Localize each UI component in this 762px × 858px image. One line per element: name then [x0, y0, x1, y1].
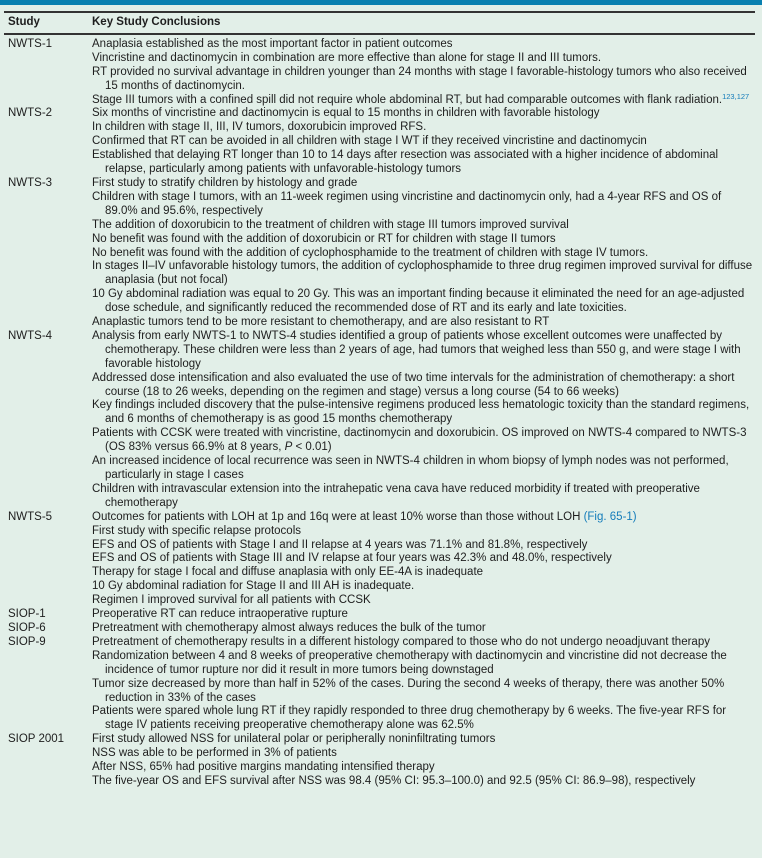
study-cell: NWTS-3 [8, 176, 53, 189]
conclusion-item [92, 483, 755, 511]
study-cell: SIOP 2001 [8, 733, 65, 746]
conclusion-item [92, 52, 755, 66]
conclusion-text: RT provided no survival advantage in children younger than 24 months with stage I favorable-histology tumors who also received 15 months of dactinomycin. [92, 65, 747, 92]
table-row [4, 733, 755, 789]
study-cell: NWTS-4 [8, 329, 53, 342]
conclusion-item [92, 747, 755, 761]
conclusion-item [92, 399, 755, 427]
conclusion-item [92, 775, 755, 789]
table-row [4, 177, 755, 330]
conclusion-item [92, 372, 755, 400]
conclusion-text: Addressed dose intensification and also evaluated the use of two time intervals for the administration of chemotherapy: a short course (18 to 26 weeks, depending on the regimen and stage) versus a long course (54 to 66 weeks) [92, 371, 735, 398]
conclusion-text: Stage III tumors with a confined spill did not require whole abdominal RT, but had comparable outcomes with flank radiation. [92, 93, 723, 106]
column-header-key-study-conclusions: Key Study Conclusions [88, 12, 755, 34]
conclusion-item [92, 636, 755, 650]
study-cell: NWTS-2 [8, 107, 53, 120]
table-row [4, 34, 755, 108]
conclusions-cell [88, 636, 755, 733]
conclusion-text: The five-year OS and EFS survival after NSS was 98.4 (95% CI: 95.3–100.0) and 92.5 (95% CI: 86.9–98), respectively [92, 774, 696, 787]
conclusion-item [92, 427, 755, 455]
conclusion-item [92, 552, 755, 566]
conclusions-cell [88, 177, 755, 330]
conclusion-text: NSS was able to be performed in 3% of patients [92, 747, 337, 760]
conclusion-text: Patients with CCSK were treated with vincristine, dactinomycin and doxorubicin. OS improved on NWTS-4 compared to NWTS-3 (OS 83% versus 66.9% at 8 years, [92, 427, 747, 454]
study-conclusions-table [4, 11, 755, 789]
conclusion-text: Anaplastic tumors tend to be more resistant to chemotherapy, and are also resistant to RT [92, 316, 550, 329]
conclusion-item [92, 594, 755, 608]
conclusion-text: Confirmed that RT can be avoided in all children with stage I WT if they received vincristine and dactinomycin [92, 135, 647, 148]
conclusion-text: Children with intravascular extension into the intrahepatic vena cava have reduced morbidity if treated with preoperative chemotherapy [92, 482, 700, 509]
study-cell: SIOP-1 [8, 608, 46, 621]
conclusion-text: Anaplasia established as the most important factor in patient outcomes [92, 37, 453, 50]
conclusion-text: No benefit was found with the addition of doxorubicin or RT for children with stage II tumors [92, 232, 556, 245]
conclusion-text: EFS and OS of patients with Stage III and IV relapse at four years was 42.3% and 48.0%, respectively [92, 552, 612, 565]
conclusion-item [92, 511, 755, 525]
conclusion-item [92, 135, 755, 149]
citation-reference-link[interactable]: 123,127 [722, 91, 750, 101]
conclusions-cell [88, 511, 755, 608]
conclusion-text: Pretreatment of chemotherapy results in a different histology compared to those who do not undergo neoadjuvant therapy [92, 635, 710, 648]
conclusion-item [92, 260, 755, 288]
conclusion-item [92, 455, 755, 483]
conclusion-text: First study with specific relapse protocols [92, 524, 301, 537]
table-row [4, 622, 755, 636]
conclusion-item [92, 288, 755, 316]
italic-text: P [284, 441, 293, 454]
conclusion-text: Therapy for stage I focal and diffuse anaplasia with only EE-4A is inadequate [92, 566, 484, 579]
conclusion-text: < 0.01) [292, 441, 332, 454]
conclusion-text: EFS and OS of patients with Stage I and II relapse at 4 years was 71.1% and 81.8%, respectively [92, 538, 588, 551]
conclusion-item [92, 233, 755, 247]
conclusion-text: Pretreatment with chemotherapy almost always reduces the bulk of the tumor [92, 621, 486, 634]
conclusions-cell [88, 107, 755, 177]
conclusion-text: After NSS, 65% had positive margins mandating intensified therapy [92, 761, 435, 774]
conclusion-text: Patients were spared whole lung RT if they rapidly responded to three drug chemotherapy by 6 weeks. The five-year RFS for stage IV patients receiving preoperative chemotherapy alone was 62.5% [92, 705, 727, 732]
conclusion-text: Children with stage I tumors, with an 11-week regimen using vincristine and dactinomycin only, had a 4-year RFS and OS of 89.0% and 95.6%, respectively [92, 190, 722, 217]
conclusion-text: Vincristine and dactinomycin in combination are more effective than alone for stage II and III tumors. [92, 51, 602, 64]
table-top-accent-bar [0, 0, 762, 5]
conclusion-item [92, 38, 755, 52]
study-cell: NWTS-1 [8, 37, 53, 50]
conclusion-text: Six months of vincristine and dactinomycin is equal to 15 months in children with favorable histology [92, 107, 600, 120]
conclusion-item [92, 121, 755, 135]
conclusion-text: The addition of doxorubicin to the treatment of children with stage III tumors improved survival [92, 218, 569, 231]
conclusion-item [92, 650, 755, 678]
study-cell: SIOP-9 [8, 635, 46, 648]
conclusions-cell [88, 330, 755, 511]
conclusion-item [92, 219, 755, 233]
conclusion-item [92, 525, 755, 539]
conclusion-item [92, 247, 755, 261]
conclusion-text: First study to stratify children by histology and grade [92, 176, 358, 189]
conclusion-item [92, 539, 755, 553]
study-cell: NWTS-5 [8, 510, 53, 523]
conclusion-item [92, 678, 755, 706]
study-cell: SIOP-6 [8, 621, 46, 634]
conclusion-item [92, 177, 755, 191]
conclusions-cell [88, 622, 755, 636]
conclusion-text: Analysis from early NWTS-1 to NWTS-4 studies identified a group of patients whose excellent outcomes were unaffected by chemotherapy. These children were less than 2 years of age, had tumors that weighed less than 550 g, and were stage I with favorable histology [92, 329, 741, 370]
conclusion-item [92, 191, 755, 219]
conclusion-text: Outcomes for patients with LOH at 1p and 16q were at least 10% worse than those without LOH [92, 510, 584, 523]
conclusion-item [92, 66, 755, 94]
conclusion-text: Tumor size decreased by more than half in 52% of the cases. During the second 4 weeks of therapy, there was another 50% reduction in 33% of the cases [92, 677, 725, 704]
conclusion-item [92, 91, 755, 108]
conclusion-text: Randomization between 4 and 8 weeks of preoperative chemotherapy with dactinomycin and vincristine did not decrease the incidence of tumor rupture nor did it result in more tumors being downstaged [92, 649, 727, 676]
conclusions-cell [88, 733, 755, 789]
conclusion-item [92, 149, 755, 177]
conclusion-text: 10 Gy abdominal radiation was equal to 20 Gy. This was an important finding because it eliminated the need for an age-adjusted dose schedule, and significantly reduced the recommended dose of RT and its early and late toxicities. [92, 288, 745, 315]
table-row [4, 636, 755, 733]
conclusion-item [92, 622, 755, 636]
conclusion-text: Preoperative RT can reduce intraoperative rupture [92, 608, 348, 621]
conclusion-text: In children with stage II, III, IV tumors, doxorubicin improved RFS. [92, 121, 427, 134]
conclusion-text: Regimen I improved survival for all patients with CCSK [92, 594, 371, 607]
conclusion-item [92, 608, 755, 622]
conclusion-text: An increased incidence of local recurrence was seen in NWTS-4 children in whom biopsy of lymph nodes was not performed, particularly in stage I cases [92, 455, 729, 481]
conclusion-text: First study allowed NSS for unilateral polar or peripherally noninfiltrating tumors [92, 733, 496, 746]
conclusion-text: Established that delaying RT longer than 10 to 14 days after resection was associated with a higher incidence of abdominal relapse, particularly among patients with unfavorable-histology tumors [92, 149, 719, 176]
table-row [4, 330, 755, 511]
conclusion-text: 10 Gy abdominal radiation for Stage II and III AH is inadequate. [92, 580, 415, 593]
conclusion-item [92, 316, 755, 330]
conclusion-item [92, 705, 755, 733]
conclusion-item [92, 107, 755, 121]
figure-link[interactable]: (Fig. 65-1) [583, 510, 637, 523]
table-row [4, 608, 755, 622]
conclusion-item [92, 566, 755, 580]
table-header-row [4, 12, 755, 34]
conclusion-text: In stages II–IV unfavorable histology tumors, the addition of cyclophosphamide to three drug regimen improved survival for diffuse anaplasia (but not focal) [92, 260, 753, 287]
conclusion-text: No benefit was found with the addition of cyclophosphamide to the treatment of children with stage IV tumors. [92, 246, 649, 259]
conclusions-cell [88, 608, 755, 622]
conclusion-item [92, 733, 755, 747]
conclusion-item [92, 761, 755, 775]
table-row [4, 511, 755, 608]
conclusion-item [92, 330, 755, 372]
table-row [4, 107, 755, 177]
conclusion-text: Key findings included discovery that the pulse-intensive regimens produced less hematologic toxicity than the standard regimens, and 6 months of chemotherapy is as good 15 months chemotherapy [92, 399, 750, 426]
conclusion-item [92, 580, 755, 594]
conclusions-cell [88, 34, 755, 108]
column-header-study: Study [4, 12, 88, 34]
